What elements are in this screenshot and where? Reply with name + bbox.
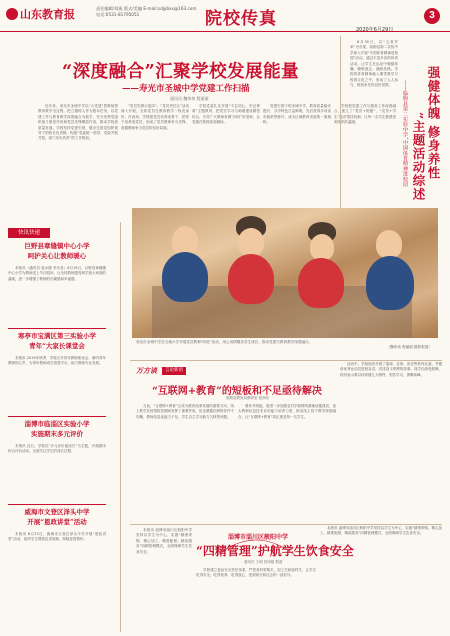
- opinion-banner-label: 万方谈: [136, 366, 157, 375]
- photo-person: [228, 254, 274, 304]
- brief-1-subtitle: 呵护关心让教师暖心: [27, 252, 87, 260]
- food-article-col-1: 本报讯 淄博市淄川区般阳中学坚持以学生为中心，实施“精细采购、精心加工、精准配餐、精致服务”四精管理模式，全面保障学生饮食安全。: [136, 528, 192, 554]
- main-byline: 通讯员 魏伟伟 程丽丽: [170, 96, 209, 101]
- side-article-subhead: ——临朐县第二实验中学“中国体育精神进校园: [402, 80, 408, 187]
- opinion-banner: [136, 366, 188, 376]
- logo-mark-icon: [6, 8, 18, 20]
- article-photo: [132, 208, 438, 338]
- main-article-col-4: 党建引领下的圣城中学，教育质量稳步提升，办学特色日益鲜明，先后获得多项省市级荣誉称号，成为区域教育发展的一面旗帜。: [263, 104, 331, 125]
- food-article-col-3: 本报讯 淄博市淄川区般阳中学坚持以学生为中心，实施“精细采购、精心加工、精准配餐、精致服务”四精管理模式，全面保障学生饮食安全。: [320, 526, 442, 536]
- main-subhead: ——寿光市圣城中学党建工作扫描: [122, 84, 250, 94]
- newspaper-logo: 山东教育报: [6, 6, 75, 22]
- brief-2-text: 本报讯 2019年秋季，学校召开青年教师座谈会，倾听青年教师的心声，为青年教师成长搭建平台，助力教师专业发展。: [8, 356, 106, 366]
- photo-person: [238, 228, 264, 256]
- brief-3-subtitle: 实施期末多元评价: [31, 430, 83, 438]
- side-article-continued: 活动中，学校组织开展了篮球、足球、田径等系列比赛，并邀请优秀运动员进校宣讲，讲述奋斗拼搏的故事。同学们深受鼓舞，纷纷表示要以体育健儿为榜样，刻苦学习，勇攀高峰。: [340, 362, 442, 377]
- masthead: [0, 0, 450, 32]
- brief-3-text: 本报讯 近日，学校以“多元评价促成长”为主题，开展期末综合评价活动，全面关注学生的成长过程。: [8, 444, 106, 454]
- brief-3-title: 淄博市临淄区实验小学: [24, 420, 90, 428]
- main-article-col-3: 学校党委扎实开展“不忘初心、牢记使命”主题教育，把党史学习与师德建设紧密结合，引导广大教师争做“四有”好老师，让党旗在校园高高飘扬。: [192, 104, 260, 125]
- photo-person: [310, 234, 334, 260]
- photo-person: [298, 258, 344, 308]
- side-article-title-1: 强健体魄 修身养性: [426, 66, 441, 180]
- main-headline: “深度融合”汇聚学校发展能量: [62, 62, 300, 82]
- main-article-col-5: 学校把党建工作与德育工作深度融合，建立了“党员+班级”、“党员+学生”结对帮扶机制，让每一名学生都感受到组织的温暖。: [334, 104, 396, 125]
- page-number-badge: 3: [424, 8, 440, 24]
- editor-info: 责任编辑/刘燕 版式/美编 E-mail:sdjybxx@163.com 电话:0531-81795051: [96, 6, 197, 17]
- food-article-byline: 通讯员 王明 贺伟强 报道: [244, 560, 283, 564]
- side-article-intro: 6月30日，以“五育并举”为引领，临朐县第二实验中学深入开展“中国体育精神进校园”活动，通过丰富多彩的体育活动，让学生在运动中强健体魄、锤炼意志、涵养品格。学校将体育精神融入课堂教学与校园文化之中，形成了人人参与、班班争先的良好氛围。: [350, 40, 398, 88]
- issue-date: 2020年6月29日: [356, 27, 394, 33]
- briefs-header: 快讯快递: [8, 228, 50, 238]
- section-divider: [130, 360, 442, 361]
- brief-rule: [8, 504, 106, 505]
- brief-4-subtitle: 开展“恩政讲堂”活动: [27, 518, 87, 526]
- brief-rule: [8, 416, 106, 417]
- brief-2-subtitle: 青年“大家长课堂会: [29, 342, 85, 350]
- brief-2-title: 寒亭市宝满区第三实验小学: [18, 332, 96, 340]
- opinion-banner-tag: 言论新语: [162, 367, 186, 375]
- section-title: 院校传真: [205, 9, 277, 29]
- main-article-col-2: “党员先锋示范岗”、“党员责任区”活动深入开展，全体党员在教育教学一线亮身份、作表率。学校把党员培养成骨干、把骨干培养成党员，形成了党员教师争当先锋、普通教师争当党员的良好局面。: [121, 104, 189, 130]
- opinion-byline: 临朐县教育局教研室 张润东: [226, 396, 270, 400]
- brief-rule: [8, 328, 106, 329]
- photo-credit: （魏伟伟 程丽丽 摄影报道）: [386, 345, 432, 350]
- side-article-title-2: ”主题活动综述: [411, 112, 426, 202]
- main-article-col-1: 近年来，寿光市圣城中学以“大党建”思维统领教育教学全过程，把立德树人作为根本任务，以党建工作与教育教学深度融合为抓手，充分发挥党组织战斗堡垒作用和党员先锋模范作用，推动学校高质量发展。学校坚持党建引领，健全完善党组织领导下的校长负责制，构建“党委统一领导、党政齐抓共管、部门各负其责”的工作格局。: [38, 104, 118, 141]
- brief-1-text: 本报讯（通讯员 詹水媛 李永喜）6月19日，巨野县章缝镇中心小学为教师送上节日慰问，让全体教师感受到学校大家庭的温暖，进一步增强了教师的归属感和幸福感。: [8, 266, 106, 281]
- photo-caption: 寿光市圣城中学在当地小学开展党员教师“四进”活动，用心用情服务学生成长，推动党建与教育教学深度融合。 （魏伟伟 程丽丽 摄影报道）: [136, 340, 432, 350]
- opinion-text-col-2: 要补齐短板，需进一步加强农村学校网络基础设施建设，加大教师信息技术应用能力培训力度，推动线上线下教学深度融合，让“互联网+教育”真正惠及每一名学生。: [238, 404, 336, 419]
- photo-person: [162, 252, 208, 302]
- photo-person: [366, 256, 414, 310]
- photo-person: [376, 230, 402, 258]
- food-article-col-2: 学校建立食品安全责任体系，严把食材采购关、加工关和留样关，让学生吃得安全、吃得营养、吃得放心，受到家长和社会的一致好评。: [196, 568, 316, 578]
- food-article-subhead: 淄博市淄川区般阳中学: [228, 534, 289, 541]
- column-divider: [120, 222, 121, 632]
- section-divider: [130, 524, 442, 525]
- opinion-text-col-1: 当前，“互联网+教育”已成为教育改革发展的重要方向，线上教学在疫情防控期间发挥了重要作用，但也暴露出网络条件不均衡、教师信息化能力不足、学生自主学习能力欠缺等问题。: [136, 404, 234, 419]
- brief-4-title: 威海市文登区泽头中学: [24, 508, 90, 516]
- brief-1-title: 巨野县章缝镇中心小学: [24, 242, 90, 250]
- brief-4-text: 本报讯 6月23日，威海市文登区泽头中学开展“恩政讲堂”活动，组织学生观看宣讲视频，厚植爱国情怀。: [8, 532, 106, 542]
- food-article-headline: “四精管理”护航学生饮食安全: [196, 544, 354, 558]
- column-divider: [340, 36, 341, 208]
- opinion-headline: “互联网+教育”的短板和不足亟待解决: [152, 386, 322, 397]
